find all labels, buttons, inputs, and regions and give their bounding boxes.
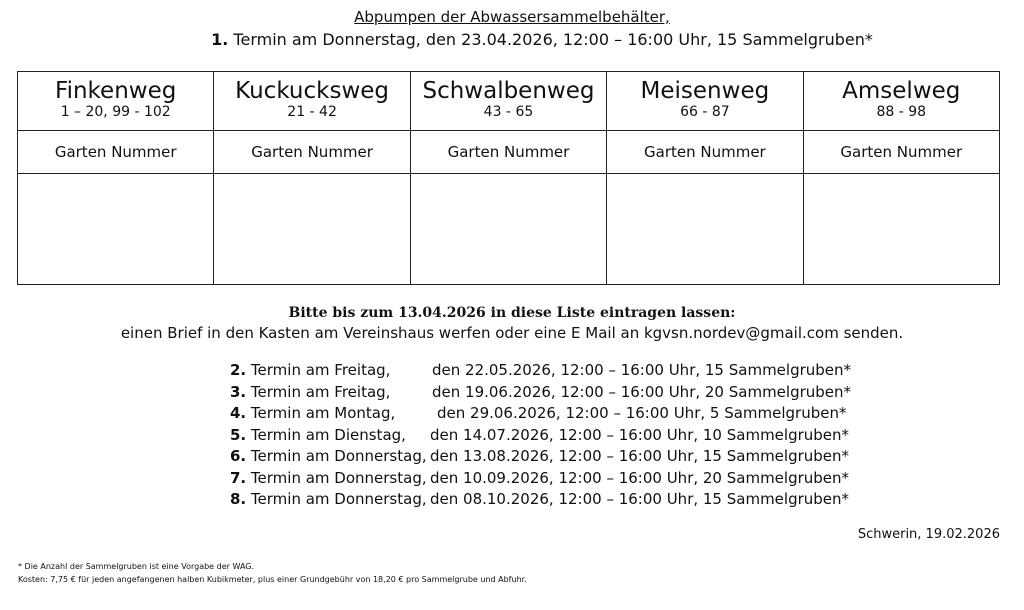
entry-cell-amselweg[interactable] [803,174,999,285]
schedule-prefix: Termin am Freitag, [250,361,391,379]
street-cell-kuckucksweg [214,72,410,131]
entry-cell-finkenweg[interactable] [18,174,214,285]
garden-number-label: Garten Nummer [251,143,373,161]
first-termin-number: 1. [211,30,229,49]
garden-range: 21 - 42 [287,104,337,120]
garden-number-label-row [18,131,1000,174]
garden-number-label-cell [214,131,410,174]
schedule-prefix: Termin am Donnerstag, [250,490,427,508]
garden-number-label-cell [18,131,214,174]
schedule-prefix: Termin am Dienstag, [250,425,406,444]
first-termin-text: Termin am Donnerstag, den 23.04.2026, 12:00 – 16:00 Uhr, 15 Sammelgruben* [233,30,873,49]
entry-row [18,174,1000,285]
garden-range: 43 - 65 [483,104,534,120]
schedule-number: 5. [230,425,247,444]
schedule-number: 2. [230,361,247,379]
first-termin [0,30,1024,49]
schedule-item [230,404,910,426]
footnote-wag: * Die Anzahl der Sammelgruben ist eine Vorgabe der WAG. [18,562,255,571]
schedule-item [230,361,910,383]
entry-cell-schwalbenweg[interactable] [410,174,606,285]
schedule-number: 4. [230,404,247,422]
street-name: Amselweg [842,78,961,104]
garden-range: 66 - 87 [680,104,730,120]
signup-table [17,71,1000,285]
schedule-item [230,426,910,448]
street-cell-amselweg [803,72,999,131]
schedule-item [230,469,910,491]
schedule-details: den 29.06.2026, 12:00 – 16:00 Uhr, 5 Sammelgruben* [437,404,847,422]
schedule-number: 7. [230,468,247,487]
street-cell-schwalbenweg [410,72,606,131]
garden-range: 1 – 20, 99 - 102 [60,104,171,120]
schedule-prefix: Termin am Donnerstag, [250,447,427,465]
garden-number-label-cell [607,131,803,174]
footnote-costs: Kosten: 7,75 € für jeden angefangenen halben Kubikmeter, plus einer Grundgebühr von 18,20 € pro Sammelgrube und Abfuhr. [18,575,527,584]
schedule-details: den 14.07.2026, 12:00 – 16:00 Uhr, 10 Sammelgruben* [430,425,850,444]
entry-cell-kuckucksweg[interactable] [214,174,410,285]
street-header-row [18,72,1000,131]
street-cell-finkenweg [18,72,214,131]
document-title-text: Abpumpen der Abwassersammelbehälter, [354,8,670,26]
entry-cell-meisenweg[interactable] [607,174,803,285]
garden-number-label: Garten Nummer [644,143,766,161]
schedule-number: 6. [230,447,247,465]
schedule-item [230,490,910,512]
garden-number-label-cell [410,131,606,174]
schedule-list [230,361,910,512]
place-date: Schwerin, 19.02.2026 [857,527,1000,542]
submission-instruction: einen Brief in den Kasten am Vereinshaus werfen oder eine E Mail an kgvsn.nordev@gmail.com senden. [120,324,904,342]
garden-number-label: Garten Nummer [54,143,177,161]
schedule-item [230,383,910,405]
schedule-details: den 10.09.2026, 12:00 – 16:00 Uhr, 20 Sammelgruben* [430,468,850,487]
schedule-item [230,447,910,469]
street-name: Finkenweg [55,78,177,104]
schedule-number: 3. [230,382,247,401]
schedule-details: den 13.08.2026, 12:00 – 16:00 Uhr, 15 Sammelgruben* [430,447,850,465]
schedule-details: den 22.05.2026, 12:00 – 16:00 Uhr, 15 Sammelgruben* [432,361,852,379]
garden-range: 88 - 98 [876,104,927,120]
schedule-details: den 08.10.2026, 12:00 – 16:00 Uhr, 15 Sammelgruben* [430,490,850,508]
schedule-prefix: Termin am Donnerstag, [250,468,427,487]
street-name: Schwalbenweg [422,78,595,104]
schedule-prefix: Termin am Montag, [250,404,396,422]
street-name: Kuckucksweg [235,78,390,104]
schedule-number: 8. [230,490,247,508]
schedule-details: den 19.06.2026, 12:00 – 16:00 Uhr, 20 Sammelgruben* [432,382,852,401]
street-cell-meisenweg [607,72,803,131]
garden-number-label-cell [803,131,999,174]
deadline-instruction: Bitte bis zum 13.04.2026 in diese Liste eintragen lassen: [288,305,736,321]
schedule-prefix: Termin am Freitag, [250,382,391,401]
garden-number-label: Garten Nummer [447,143,570,161]
garden-number-label: Garten Nummer [840,143,963,161]
document-title [0,8,1024,26]
street-name: Meisenweg [640,78,770,104]
